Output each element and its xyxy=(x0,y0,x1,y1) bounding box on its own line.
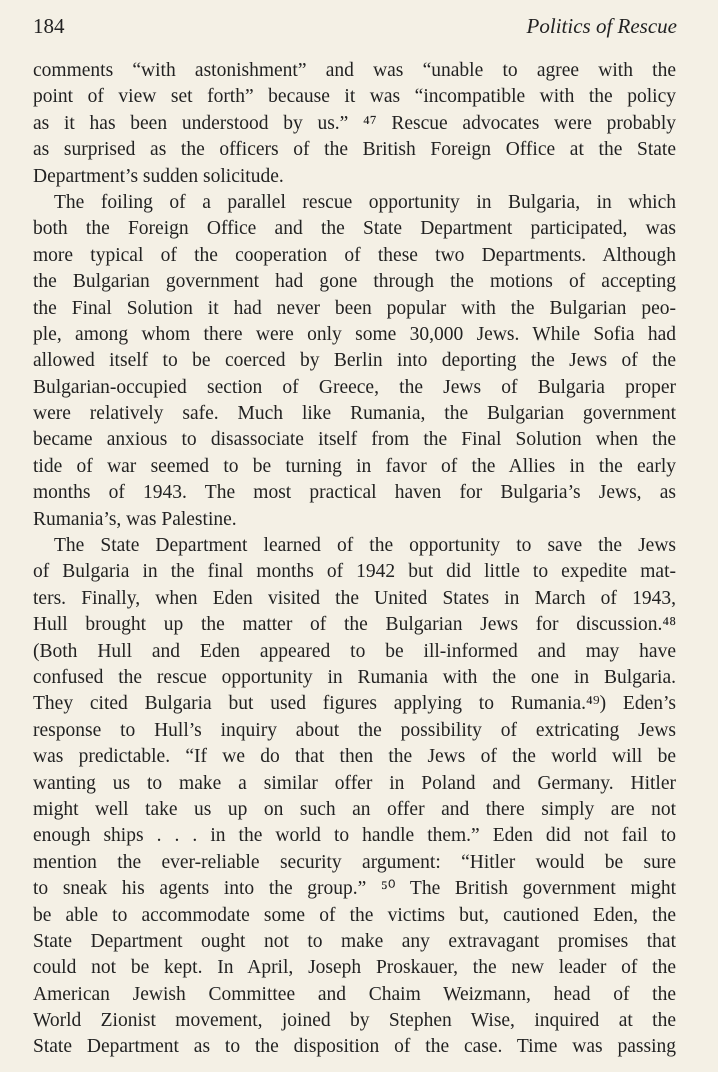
text-line: mention the ever-reliable security argument: “Hitler would be sure xyxy=(33,851,676,873)
text-line: as surprised as the officers of the British Foreign Office at the State xyxy=(33,139,676,161)
text-line: tide of war seemed to be turning in favor of the Allies in the early xyxy=(33,455,676,477)
text-line: the Final Solution it had never been popular with the Bulgarian peo- xyxy=(33,297,676,319)
text-line: of Bulgaria in the final months of 1942 but did little to expedite mat- xyxy=(33,561,676,583)
text-line: The foiling of a parallel rescue opportunity in Bulgaria, in which xyxy=(54,191,676,213)
text-line: to sneak his agents into the group.” ⁵⁰ The British government might xyxy=(33,878,676,900)
text-line: Bulgarian-occupied section of Greece, the Jews of Bulgaria proper xyxy=(33,376,676,398)
text-line: Rumania’s, was Palestine. xyxy=(33,508,237,530)
text-line: became anxious to disassociate itself from the Final Solution when the xyxy=(33,429,676,451)
text-line: State Department as to the disposition of the case. Time was passing xyxy=(33,1036,676,1058)
body-text xyxy=(33,58,676,1061)
page-number: 184 xyxy=(33,14,65,38)
text-line: be able to accommodate some of the victims but, cautioned Eden, the xyxy=(33,904,676,926)
text-line: the Bulgarian government had gone through the motions of accepting xyxy=(33,271,676,293)
running-head: Politics of Rescue xyxy=(526,14,677,38)
text-line: comments “with astonishment” and was “unable to agree with the xyxy=(33,60,676,81)
text-line: World Zionist movement, joined by Stephen Wise, inquired at the xyxy=(33,1010,676,1032)
text-line: wanting us to make a similar offer in Poland and Germany. Hitler xyxy=(33,772,676,794)
text-line: Department’s sudden solicitude. xyxy=(33,165,284,187)
text-line: confused the rescue opportunity in Rumania with the one in Bulgaria. xyxy=(33,666,676,688)
text-line: might well take us up on such an offer and there simply are not xyxy=(33,798,676,820)
text-line: could not be kept. In April, Joseph Proskauer, the new leader of the xyxy=(33,957,676,979)
text-line: State Department ought not to make any extravagant promises that xyxy=(33,930,676,952)
text-line: ters. Finally, when Eden visited the United States in March of 1943, xyxy=(33,587,676,609)
text-line: as it has been understood by us.” ⁴⁷ Rescue advocates were probably xyxy=(33,112,676,134)
text-line: ple, among whom there were only some 30,000 Jews. While Sofia had xyxy=(33,323,676,345)
page-header xyxy=(33,14,677,44)
text-line: were relatively safe. Much like Rumania, the Bulgarian government xyxy=(33,403,676,425)
text-line: American Jewish Committee and Chaim Weizmann, head of the xyxy=(33,983,676,1005)
text-line: (Both Hull and Eden appeared to be ill-informed and may have xyxy=(33,640,676,662)
text-line: The State Department learned of the opportunity to save the Jews xyxy=(54,535,676,557)
text-line: was predictable. “If we do that then the Jews of the world will be xyxy=(33,746,676,768)
text-line: both the Foreign Office and the State Department participated, was xyxy=(33,218,676,240)
text-line: enough ships . . . in the world to handle them.” Eden did not fail to xyxy=(33,825,676,847)
text-line: Hull brought up the matter of the Bulgarian Jews for discussion.⁴⁸ xyxy=(33,614,676,636)
text-line: more typical of the cooperation of these two Departments. Although xyxy=(33,244,676,266)
text-line: They cited Bulgaria but used figures applying to Rumania.⁴⁹) Eden’s xyxy=(33,693,676,715)
text-line: allowed itself to be coerced by Berlin into deporting the Jews of the xyxy=(33,350,676,372)
text-line: months of 1943. The most practical haven for Bulgaria’s Jews, as xyxy=(33,482,676,504)
text-line: point of view set forth” because it was “incompatible with the policy xyxy=(33,86,676,108)
text-line: response to Hull’s inquiry about the possibility of extricating Jews xyxy=(33,719,676,741)
